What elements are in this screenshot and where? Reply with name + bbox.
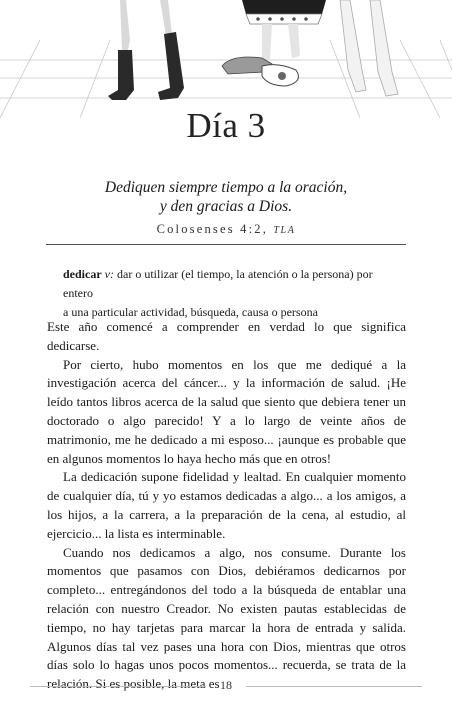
definition-block <box>63 265 393 322</box>
bible-version: TLA <box>273 225 296 236</box>
fashion-legs-illustration <box>0 0 452 118</box>
definition-line-1 <box>63 265 393 303</box>
part-of-speech: v: <box>104 267 114 281</box>
paragraph: La dedicación supone fidelidad y lealtad. En cualquier momento de cualquier día, tú y yo estamos dedicadas a algo... a los amigos, a los hijos, a la carrera, a la preparación de la cena, al estudio, al ejercicio... la lista es interminable. <box>47 469 406 541</box>
epigraph-line-2: y den gracias a Dios. <box>159 198 293 215</box>
paragraph: Este año comencé a comprender en verdad lo que significa dedicarse. <box>47 319 406 353</box>
paragraph: Cuando nos dedicamos a algo, nos consume. Durante los momentos que pasamos con Dios, debiéramos dedicarnos por completo... entregándonos del todo a la búsqueda de entablar una relación con nuestro Creador. No existen pautas establecidas de tiempo, no hay tarjetas para marcar la hora de entrada y salida. Algunos días tal vez pases una hora con Dios, mientras que otros días solo lo hagas unos pocos momentos... recuerda, se trata de la relación. Si es posible, la meta es <box>47 544 406 692</box>
epigraph-verse <box>0 178 452 216</box>
page-number: 18 <box>220 678 232 692</box>
definition-text-1: dar o utilizar (el tiempo, la atención o la persona) por entero <box>63 267 373 300</box>
paragraph: Por cierto, hubo momentos en los que me dediqué a la investigación acerca del cáncer... y la información de salud. ¡He leído tantos libros acerca de la salud que siento que debiera tener un doctorado o algo parecido! Y a lo largo de veinte años de matrimonio, me he dedicado a mi esposo... ¡aunque es probable que en algunos momentos lo haya hecho más que en otros! <box>47 356 406 466</box>
footer-rule-right <box>246 686 422 687</box>
chapter-title: Día 3 <box>186 106 266 145</box>
section-divider <box>46 244 406 245</box>
epigraph-reference <box>0 222 452 237</box>
reference-text: Colosenses 4:2, <box>156 222 269 236</box>
header-illustration <box>0 0 452 118</box>
definition-text-2: a una particular actividad, búsqueda, causa o persona <box>63 305 318 319</box>
epigraph-line-1: Dediquen siempre tiempo a la oración, <box>104 179 348 196</box>
definition-word: dedicar <box>63 267 102 281</box>
body-text <box>47 318 406 694</box>
